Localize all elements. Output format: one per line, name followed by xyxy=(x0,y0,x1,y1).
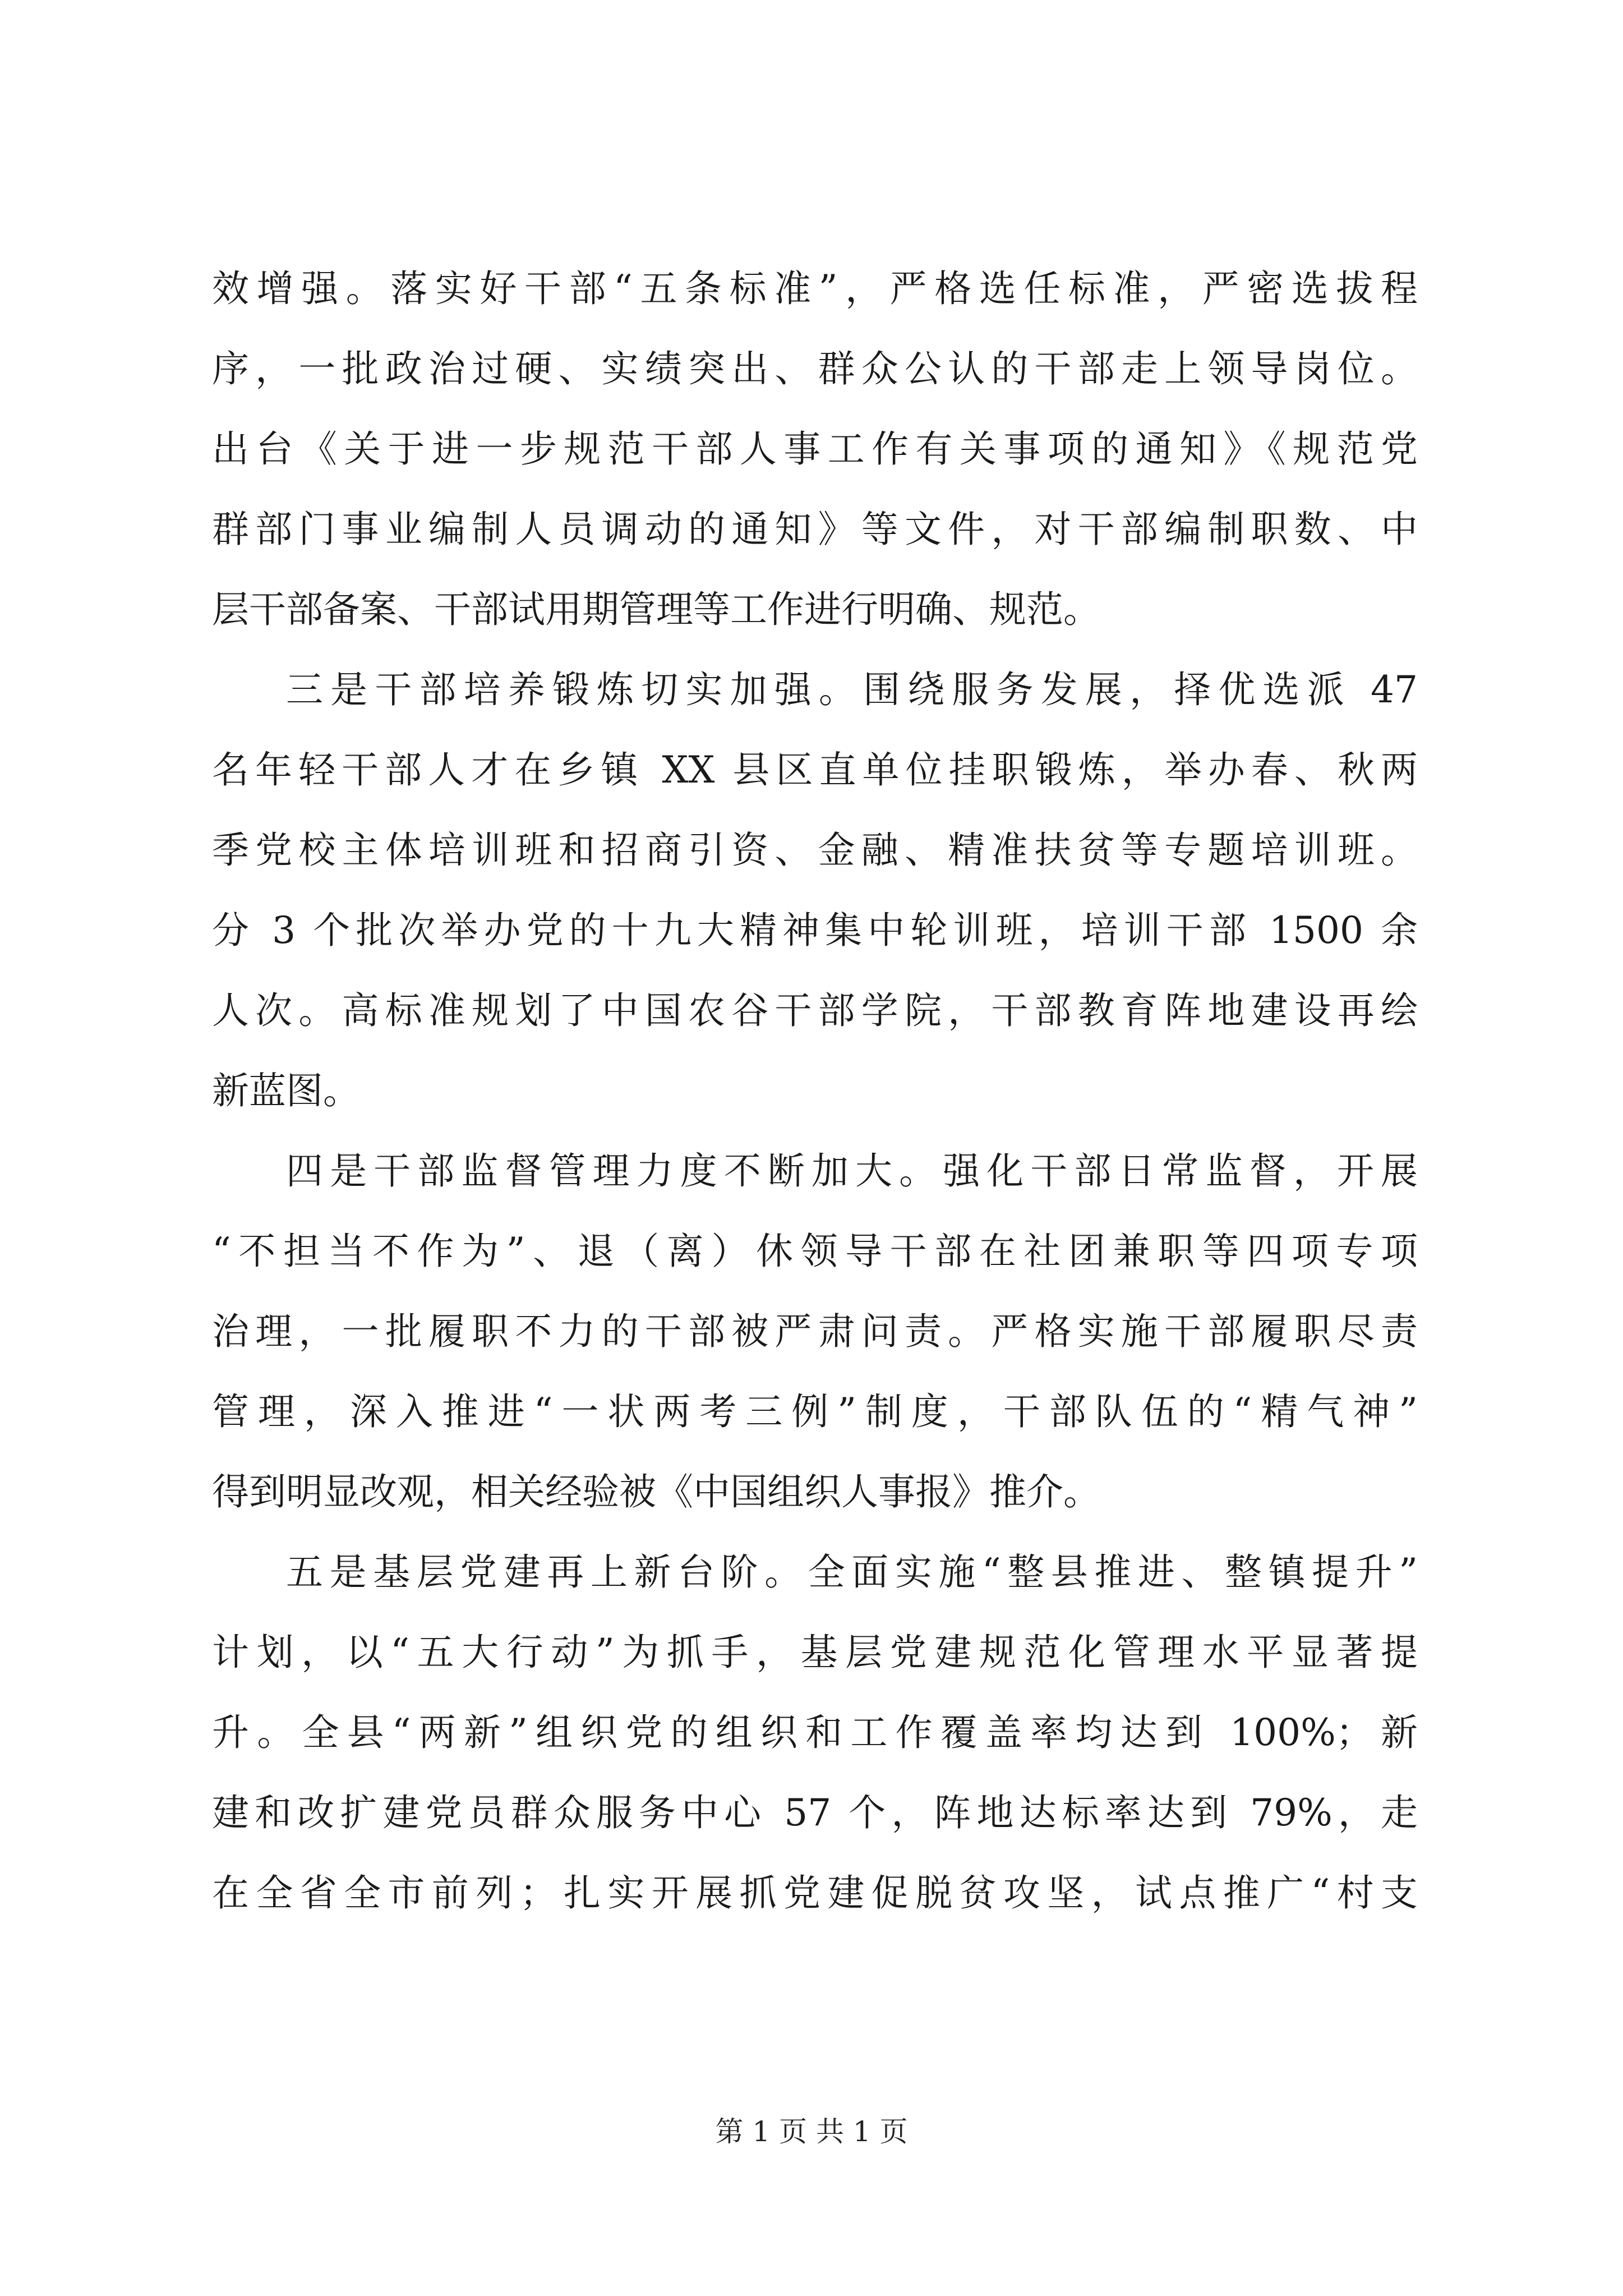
text-line: 治理，一批履职不力的干部被严肃问责。严格实施干部履职尽责 xyxy=(212,1310,1418,1353)
text-line: 季党校主体培训班和招商引资、金融、精准扶贫等专题培训班。 xyxy=(212,829,1418,872)
text-line: 新蓝图。 xyxy=(212,1069,360,1112)
text-line: 建和改扩建党员群众服务中心 57 个，阵地达标率达到 79%，走 xyxy=(212,1791,1418,1834)
text-line: 序，一批政治过硬、实绩突出、群众公认的干部走上领导岗位。 xyxy=(212,347,1418,390)
text-line: 计划，以“五大行动”为抓手，基层党建规范化管理水平显著提 xyxy=(212,1631,1418,1674)
text-line: 管理，深入推进“一状两考三例”制度，干部队伍的“精气神” xyxy=(212,1390,1418,1433)
text-line: 在全省全市前列；扎实开展抓党建促脱贫攻坚，试点推广“村支 xyxy=(212,1871,1418,1915)
text-line: 名年轻干部人才在乡镇 XX 县区直单位挂职锻炼，举办春、秋两 xyxy=(212,748,1418,792)
page-footer: 第 1 页 共 1 页 xyxy=(715,2115,908,2148)
text-line: 得到明显改观，相关经验被《中国组织人事报》推介。 xyxy=(212,1470,1100,1513)
text-line: “不担当不作为”、退（离）休领导干部在社团兼职等四项专项 xyxy=(212,1230,1418,1273)
text-line: 层干部备案、干部试用期管理等工作进行明确、规范。 xyxy=(212,588,1100,631)
text-line: 升。全县“两新”组织党的组织和工作覆盖率均达到 100%；新 xyxy=(212,1711,1418,1754)
paragraph-start-line: 三是干部培养锻炼切实加强。围绕服务发展，择优选派 47 xyxy=(286,668,1418,711)
text-line: 分 3 个批次举办党的十九大精神集中轮训班，培训干部 1500 余 xyxy=(212,909,1418,952)
text-line: 出台《关于进一步规范干部人事工作有关事项的通知》《规范党 xyxy=(212,427,1418,471)
paragraph-start-line: 五是基层党建再上新台阶。全面实施“整县推进、整镇提升” xyxy=(286,1550,1418,1594)
text-line: 人次。高标准规划了中国农谷干部学院，干部教育阵地建设再绘 xyxy=(212,989,1418,1032)
paragraph-start-line: 四是干部监督管理力度不断加大。强化干部日常监督，开展 xyxy=(286,1149,1418,1193)
text-line: 群部门事业编制人员调动的通知》等文件，对干部编制职数、中 xyxy=(212,508,1418,551)
text-line: 效增强。落实好干部“五条标准”，严格选任标准，严密选拔程 xyxy=(212,267,1418,310)
